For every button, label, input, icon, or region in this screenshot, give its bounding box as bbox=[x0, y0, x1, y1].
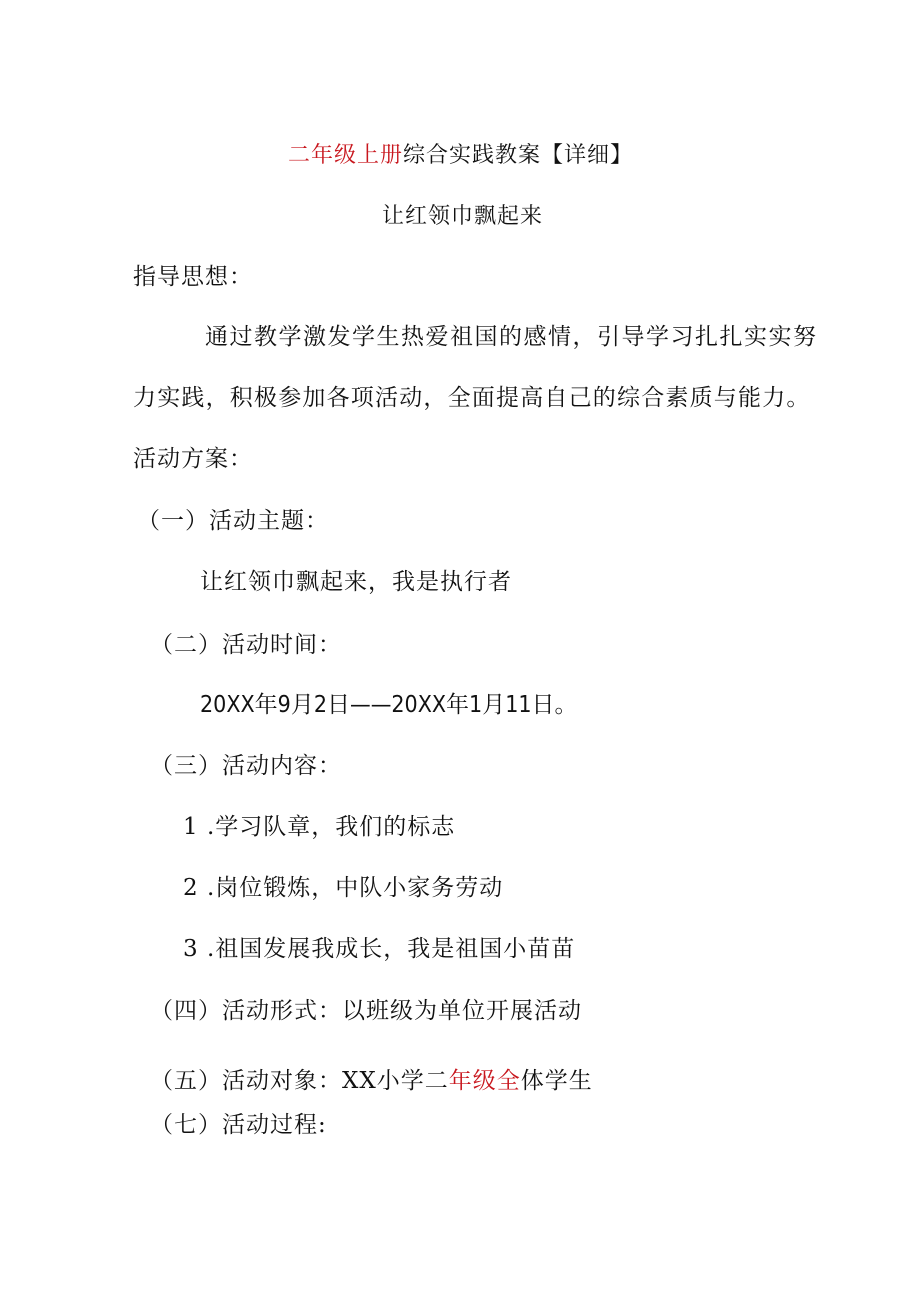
content-item-3: 3 .祖国发展我成长，我是祖国小苗苗 bbox=[183, 936, 576, 962]
target-part-3: 体学生 bbox=[520, 1068, 593, 1094]
document-title bbox=[288, 141, 633, 171]
form-line: （四）活动形式：以班级为单位开展活动 bbox=[150, 998, 582, 1024]
time-body: 20XX年9月2日——20XX年1月11日。 bbox=[200, 692, 578, 718]
content-item-1: 1 .学习队章，我们的标志 bbox=[183, 814, 456, 840]
content-heading: （三）活动内容： bbox=[150, 753, 342, 779]
guide-paragraph-line-1: 通过教学激发学生热爱祖国的感情，引导学习扎扎实实努 bbox=[205, 324, 818, 350]
theme-body: 让红领巾飘起来，我是执行者 bbox=[200, 569, 512, 595]
plan-heading: 活动方案： bbox=[133, 446, 253, 472]
document-subtitle: 让红领巾飘起来 bbox=[382, 204, 544, 229]
guide-paragraph-line-2: 力实践，积极参加各项活动，全面提高自己的综合素质与能力。 bbox=[133, 385, 811, 411]
theme-heading: （一）活动主题： bbox=[137, 508, 329, 534]
time-heading: （二）活动时间： bbox=[150, 632, 342, 658]
target-part-1: （五）活动对象：XX小学二 bbox=[150, 1068, 449, 1094]
process-heading: （七）活动过程: bbox=[150, 1112, 327, 1138]
content-item-2: 2 .岗位锻炼，中队小家务劳动 bbox=[183, 875, 504, 901]
guide-heading: 指导思想： bbox=[133, 264, 253, 290]
target-line bbox=[150, 1066, 593, 1096]
title-grade-highlight: 二年级上册 bbox=[288, 143, 404, 168]
title-rest: 综合实践教案【详细】 bbox=[403, 143, 634, 168]
target-grade-highlight: 年级全 bbox=[448, 1068, 521, 1094]
